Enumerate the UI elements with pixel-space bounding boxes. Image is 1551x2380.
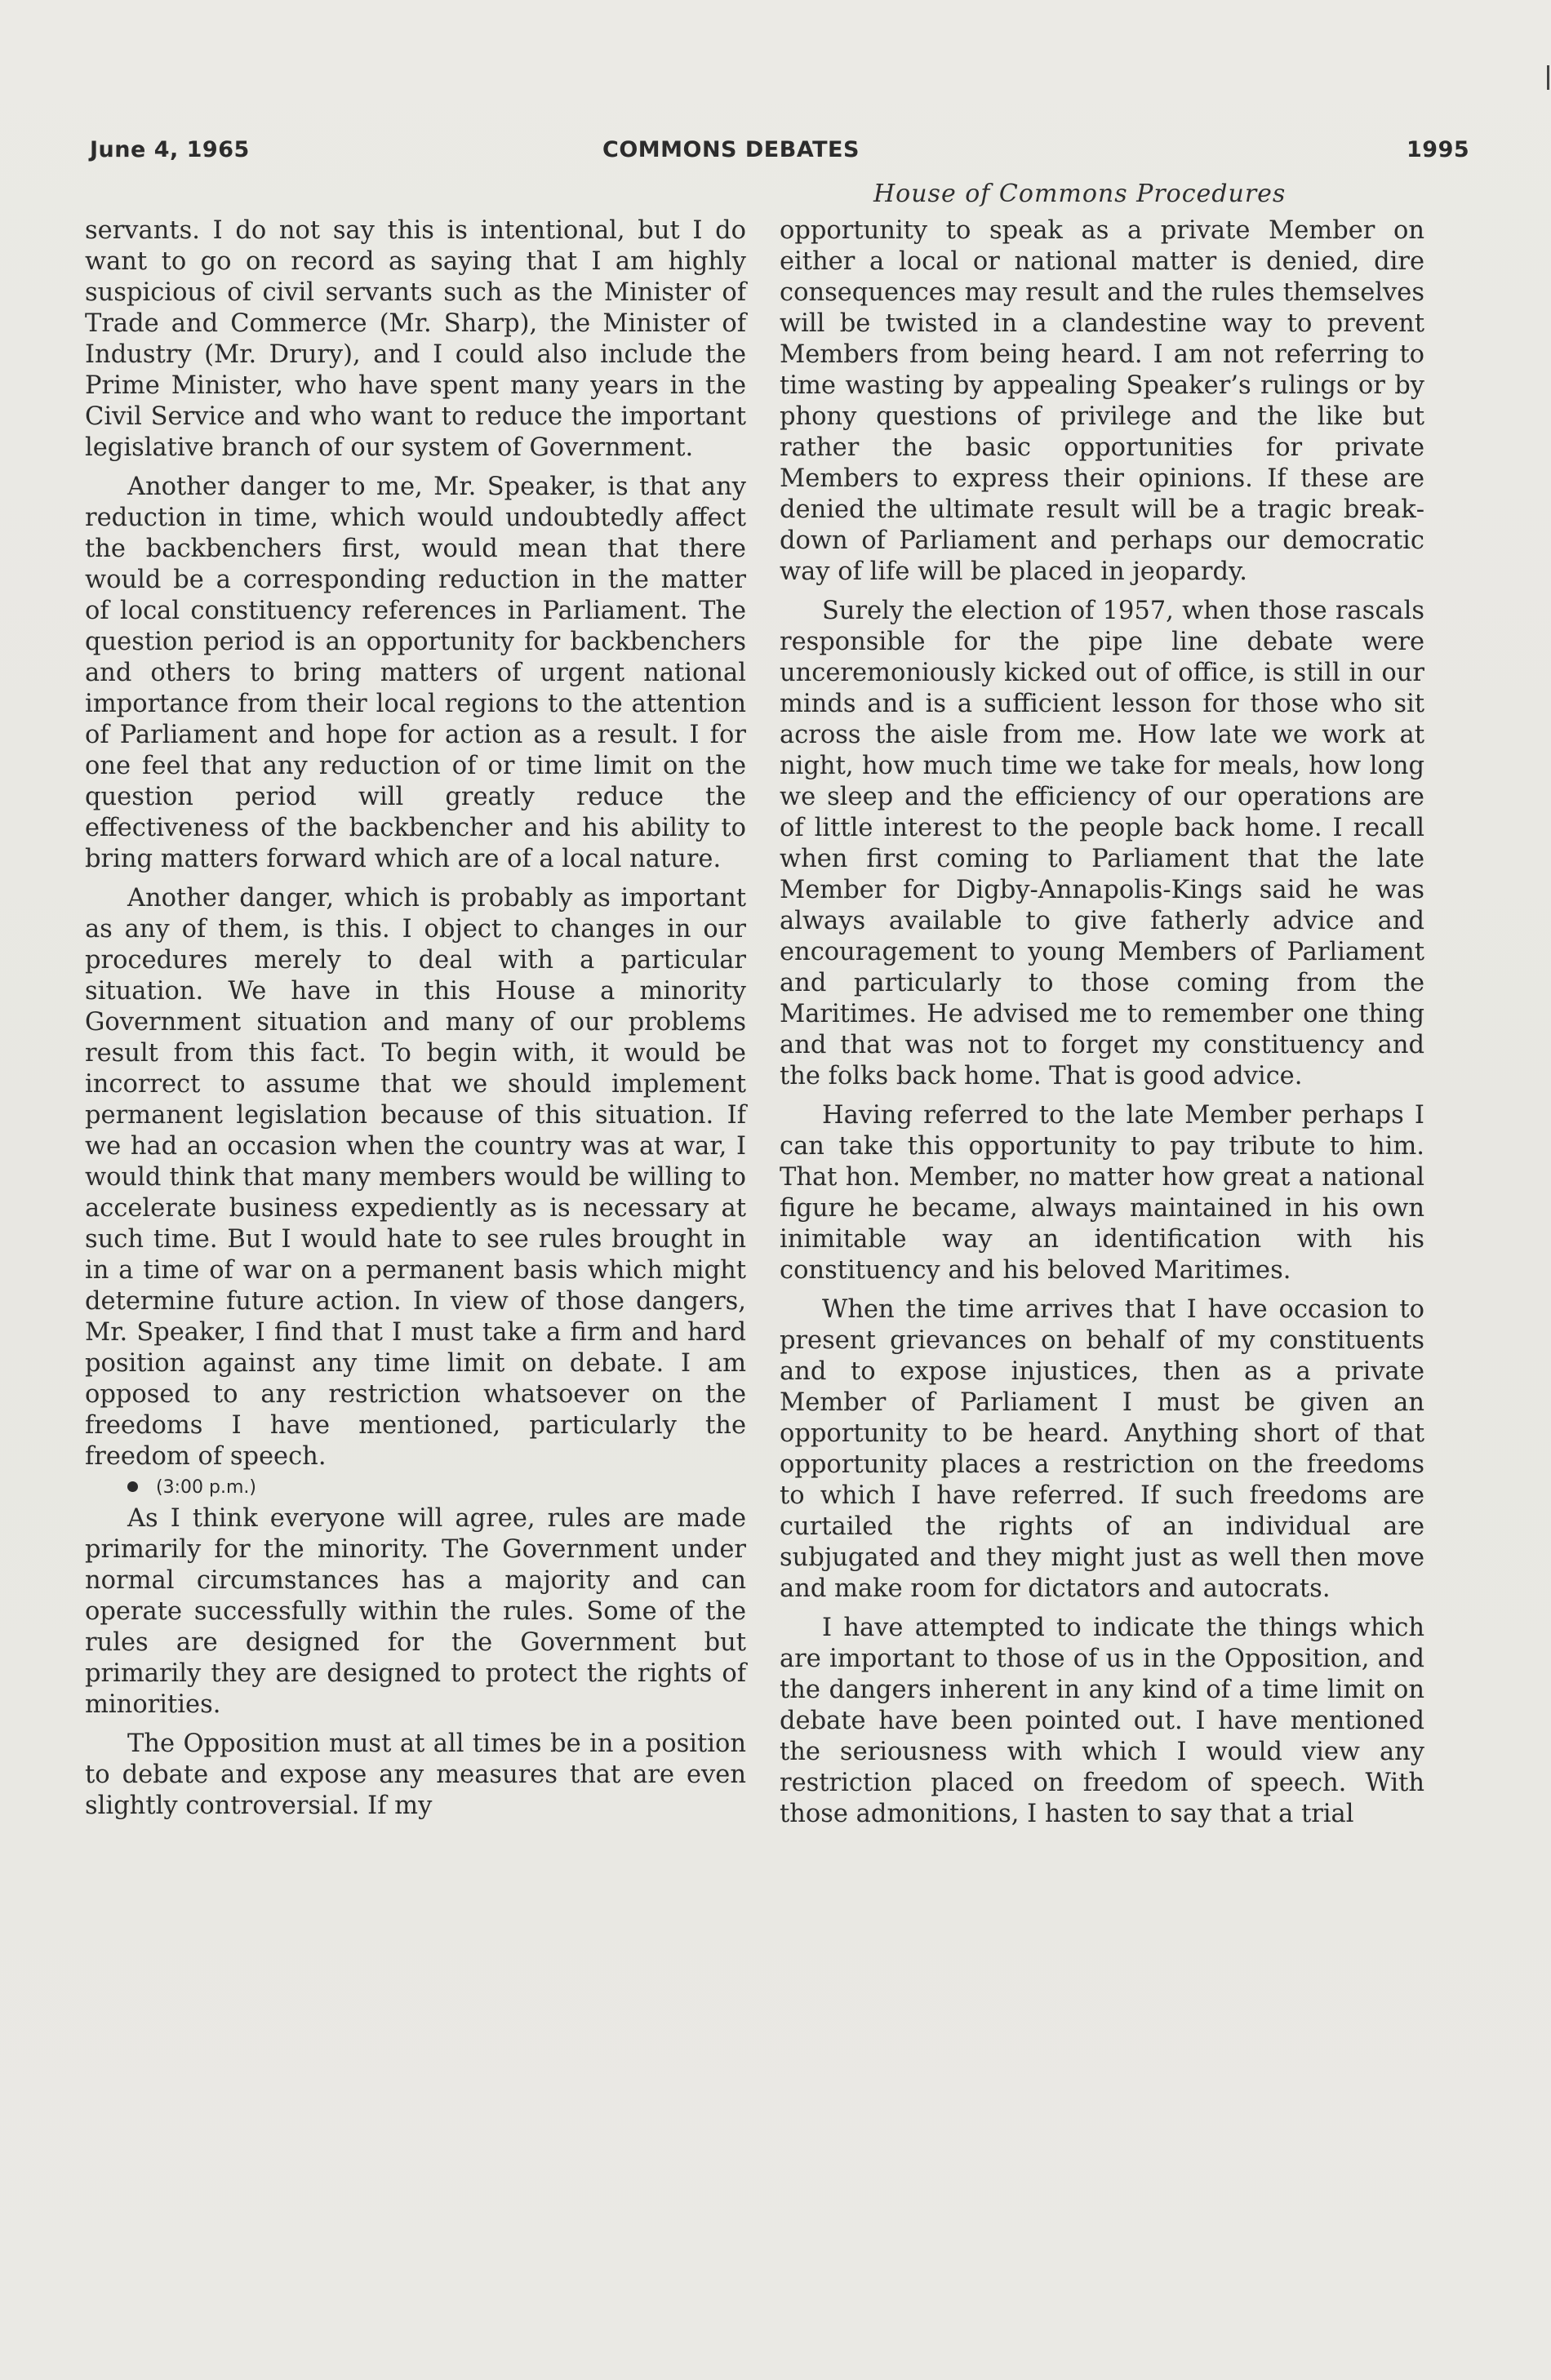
right-paragraph-3: Having referred to the late Member perhaps I can take this opportunity to pay tribute to him. That hon. Member, no matter how great a national figure he became, always maintained in his own inimitable way an identification with his constituency and his beloved Maritimes.	[780, 1101, 1424, 1285]
bullet-icon	[127, 1481, 138, 1492]
left-paragraph-3: Another danger, which is probably as important as any of them, is this. I object to changes in our procedures merely to deal with a particular situation. We have in this House a minority Government situation and many of our problems result from this fact. To begin with, it would be incorrect to assume that we should implement permanent legislation because of this situation. If we had an occasion when the country was at war, I would think that many members would be willing to accelerate business expediently as is necessary at such time. But I would hate to see rules brought in in a time of war on a permanent basis which might determine future action. In view of those dangers, Mr. Speaker, I find that I must take a firm and hard position against any time limit on debate. I am opposed to any restriction whatsoever on the freedoms I have mentioned, particularly the freedom of speech.	[85, 884, 746, 1471]
right-paragraph-4: When the time arrives that I have occasion to present grievances on behalf of my constituents and to expose injustices, then as a private Member of Parliament I must be given an opportunity to be heard. Anything short of that opportunity places a restriction on the freedoms to which I have referred. If such freedoms are curtailed the rights of an individual are subjugated and they might just as well then move and make room for dictators and autocrats.	[780, 1295, 1424, 1603]
right-paragraph-1: opportunity to speak as a private Member on either a local or national matter is denied, dire consequences may result and the rules themselves will be twisted in a clandestine way to prevent Members from being heard. I am not referring to time wasting by appealing Speaker’s rulings or by phony questions of privilege and the like but rather the basic opportunities for private Members to express their opinions. If these are denied the ultimate result will be a tragic breakdown of Parliament and perhaps our democratic way of life will be placed in jeopardy.	[780, 216, 1424, 586]
header-title: COMMONS DEBATES	[602, 137, 860, 162]
section-subheading: House of Commons Procedures	[873, 180, 1287, 208]
right-paragraph-5: I have attempted to indicate the things which are important to those of us in the Opposition, and the dangers inherent in any kind of a time limit on debate have been pointed out. I have mentioned the seriousness with which I would view any restriction placed on freedom of speech. With those admonitions, I hasten to say that a trial	[780, 1614, 1424, 1828]
right-column	[780, 215, 1424, 1830]
left-paragraph-2: Another danger to me, Mr. Speaker, is that any reduction in time, which would undoubtedly affect the backbenchers first, would mean that there would be a corresponding reduction in the matter of local constituency references in Parliament. The question period is an opportunity for backbenchers and others to bring matters of urgent national importance from their local regions to the attention of Parliament and hope for action as a result. I for one feel that any reduction of or time limit on the question period will greatly reduce the effectiveness of the backbencher and his ability to bring matters forward which are of a local nature.	[85, 473, 746, 873]
left-paragraph-1: servants. I do not say this is intentional, but I do want to go on record as saying that I am highly suspicious of civil servants such as the Minister of Trade and Commerce (Mr. Sharp), the Minister of Industry (Mr. Drury), and I could also include the Prime Minister, who have spent many years in the Civil Service and who want to reduce the important legislative branch of our system of Government.	[85, 216, 746, 462]
time-marker-text: (3:00 p.m.)	[156, 1477, 256, 1498]
right-paragraph-2: Surely the election of 1957, when those rascals responsible for the pipe line debate were unceremoniously kicked out of office, is still in our minds and is a sufficient lesson for those who sit across the aisle from me. How late we work at night, how much time we take for meals, how long we sleep and the efficiency of our operations are of little interest to the people back home. I recall when first coming to Parliament that the late Member for Digby-Annapolis-Kings said he was always available to give fatherly advice and encouragement to young Members of Parliament and particularly to those coming from the Maritimes. He advised me to remember one thing and that was not to forget my constituency and the folks back home. That is good advice.	[780, 597, 1424, 1090]
scan-edge-mark	[1547, 65, 1549, 90]
left-column	[85, 215, 746, 1822]
left-paragraph-5: The Opposition must at all times be in a position to debate and expose any measures that are even slightly controversial. If my	[85, 1729, 746, 1820]
header-date: June 4, 1965	[90, 137, 250, 162]
header-page-number: 1995	[1407, 137, 1470, 162]
left-paragraph-4: As I think everyone will agree, rules are made primarily for the minority. The Government under normal circumstances has a majority and can operate successfully within the rules. Some of the rules are designed for the Government but primarily they are designed to protect the rights of minorities.	[85, 1504, 746, 1719]
time-marker	[85, 1472, 746, 1503]
